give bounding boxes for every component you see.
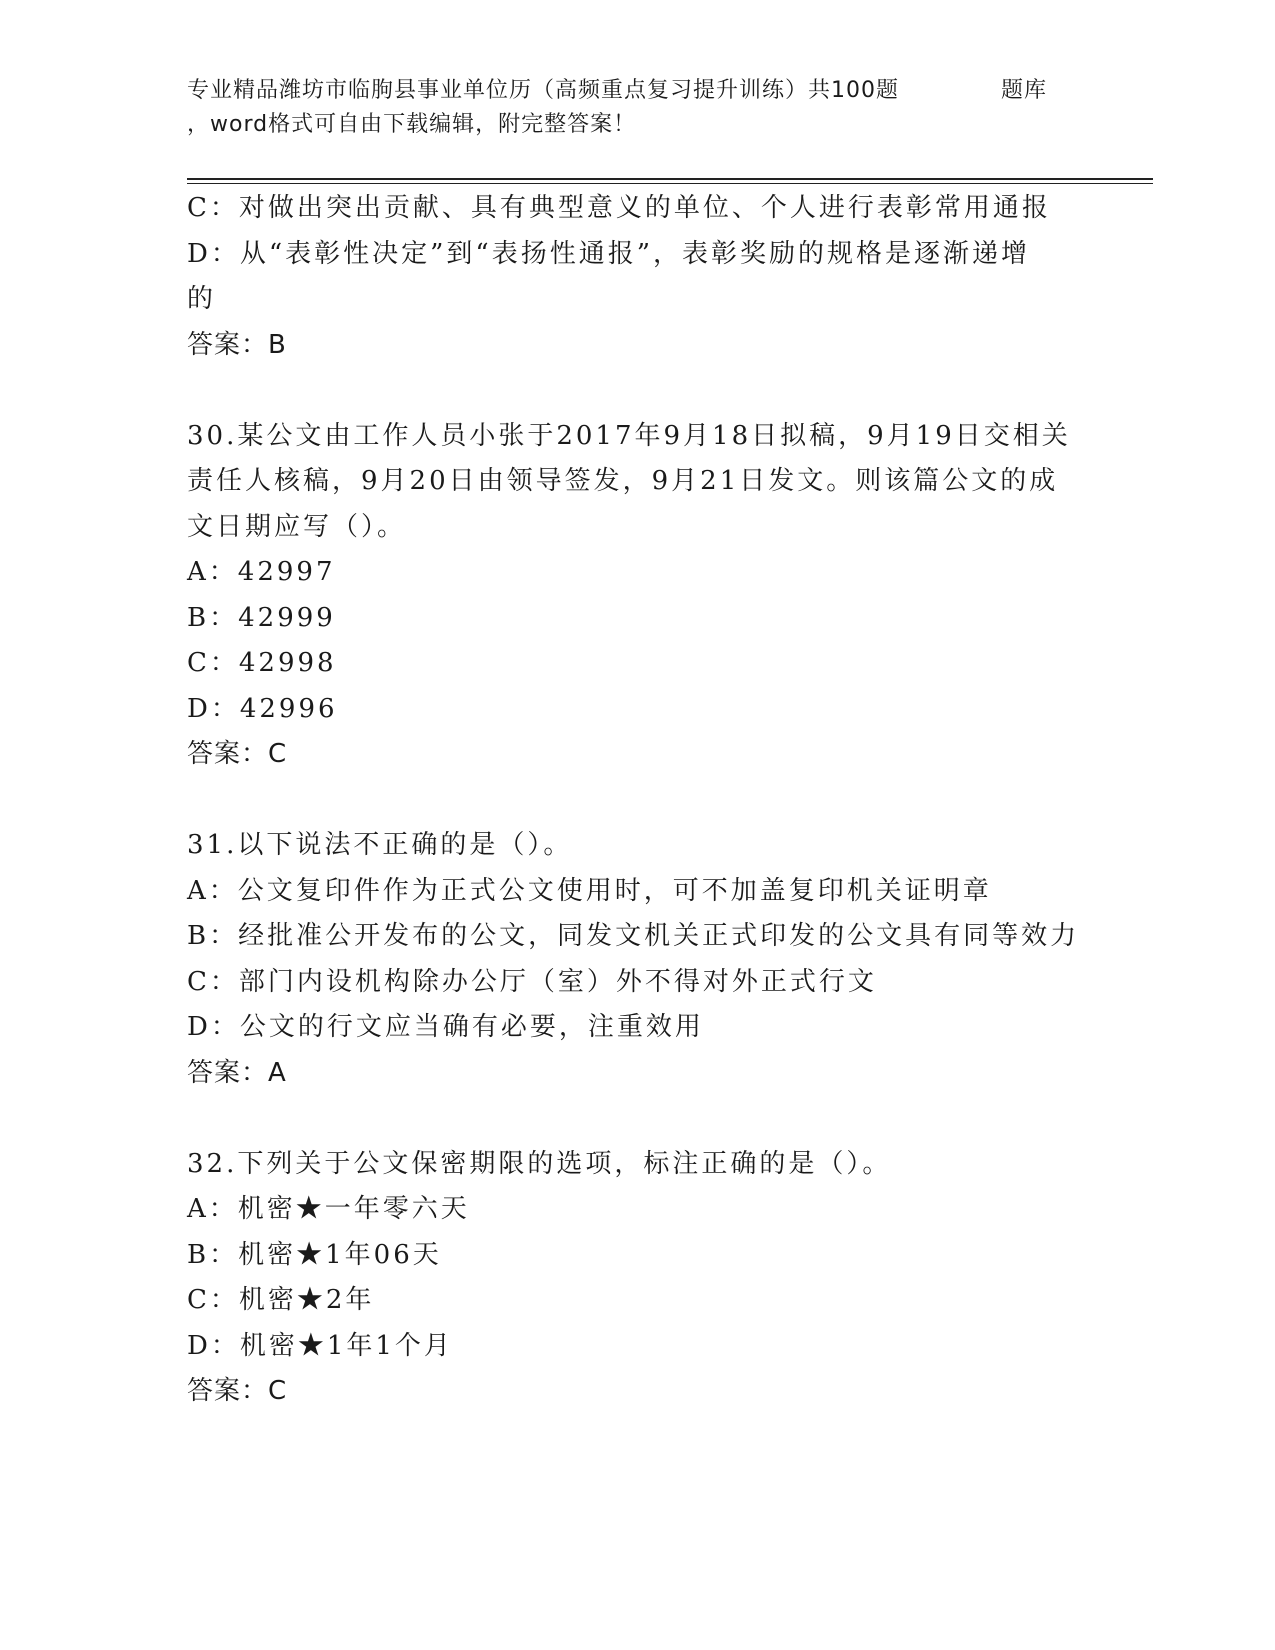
- question-stem: 32.下列关于公文保密期限的选项，标注正确的是（）。: [187, 1148, 892, 1179]
- page-header: [187, 74, 1127, 142]
- question-stem: 文日期应写（）。: [187, 511, 407, 542]
- option-b: B：42999: [187, 602, 336, 633]
- header-subtitle: ，word格式可自由下载编辑，附完整答案！: [187, 112, 637, 137]
- question-stem: 责任人核稿，9月20日由领导签发，9月21日发文。则该篇公文的成: [187, 466, 1059, 496]
- option-b: B：经批准公开发布的公文，同发文机关正式印发的公文具有同等效力: [187, 921, 1080, 951]
- question-30: [187, 414, 1087, 778]
- question-32: [187, 1142, 1087, 1415]
- spacer: [187, 1096, 1087, 1142]
- answer-line: 答案：C: [187, 1376, 288, 1406]
- option-line: D：从“表彰性决定”到“表扬性通报”，表彰奖励的规格是逐渐递增: [187, 238, 1031, 269]
- question-stem: 31.以下说法不正确的是（）。: [187, 830, 573, 860]
- option-b: B：机密★1年06天: [187, 1239, 442, 1270]
- option-d: D：42996: [187, 693, 338, 724]
- question-stem: 30.某公文由工作人员小张于2017年9月18日拟稿，9月19日交相关: [187, 420, 1071, 451]
- option-a: A：42997: [187, 557, 336, 587]
- spacer: [187, 368, 1087, 414]
- header-divider-thick: [187, 178, 1153, 180]
- option-a: A：机密★一年零六天: [187, 1194, 470, 1224]
- question-continued: [187, 186, 1087, 368]
- question-31: [187, 823, 1087, 1096]
- header-title-row: [187, 74, 1127, 108]
- spacer: [187, 778, 1087, 824]
- option-d: D：机密★1年1个月: [187, 1330, 453, 1361]
- document-body: [187, 186, 1087, 1415]
- option-line: C：对做出突出贡献、具有典型意义的单位、个人进行表彰常用通报: [187, 193, 1051, 223]
- option-c: C：部门内设机构除办公厅（室）外不得对外正式行文: [187, 966, 877, 997]
- option-c: C：机密★2年: [187, 1285, 375, 1315]
- option-c: C：42998: [187, 648, 337, 678]
- option-line: 的: [187, 284, 217, 314]
- header-tag: 题库: [1000, 78, 1047, 103]
- header-divider-thin: [187, 183, 1153, 184]
- option-d: D：公文的行文应当确有必要，注重效用: [187, 1012, 704, 1042]
- option-a: A：公文复印件作为正式公文使用时，可不加盖复印机关证明章: [187, 875, 992, 906]
- answer-line: 答案：B: [187, 329, 287, 360]
- header-title: 专业精品潍坊市临朐县事业单位历（高频重点复习提升训练）共100题: [187, 78, 899, 103]
- answer-line: 答案：C: [187, 739, 288, 769]
- answer-line: 答案：A: [187, 1057, 287, 1088]
